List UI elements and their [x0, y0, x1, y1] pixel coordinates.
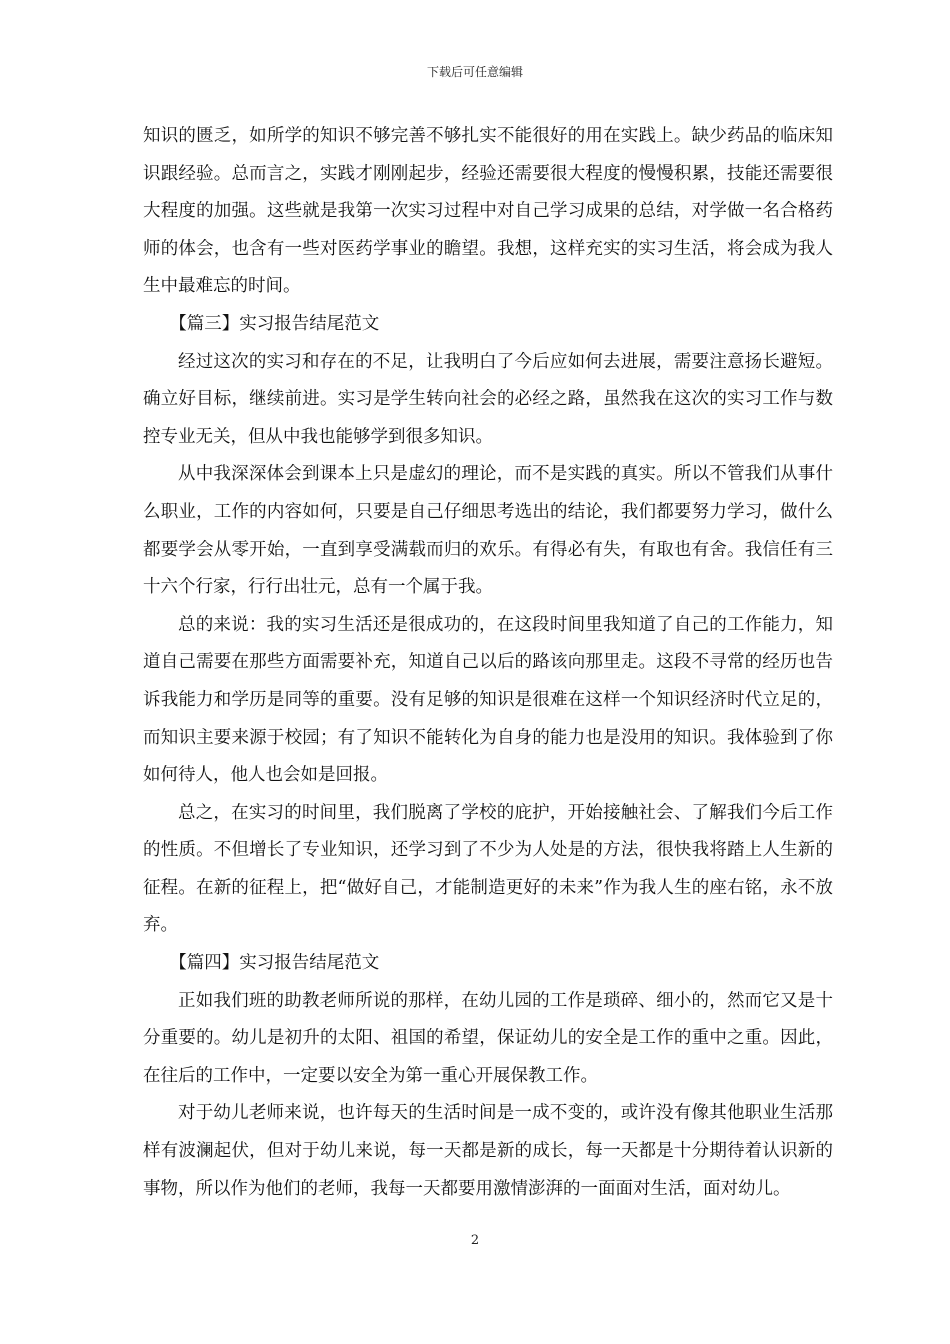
- document-body: [143, 118, 833, 1208]
- page-number: 2: [470, 1233, 480, 1248]
- paragraph: 从中我深深体会到课本上只是虚幻的理论，而不是实践的真实。所以不管我们从事什么职业，工作的内容如何，只要是自己仔细思考选出的结论，我们都要努力学习，做什么都要学会从零开始，一直到享受满载而归的欢乐。有得必有失，有取也有舍。我信任有三十六个行家，行行出壮元，总有一个属于我。: [143, 464, 833, 598]
- paragraph: 总之，在实习的时间里，我们脱离了学校的庇护，开始接触社会、了解我们今后工作的性质。不但增长了专业知识，还学习到了不少为人处是的方法，很快我将踏上人生新的征程。在新的征程上，把“做好自己，才能制造更好的未来”作为我人生的座右铭，永不放弃。: [143, 802, 833, 936]
- page-header: 下载后可任意编辑: [426, 65, 523, 79]
- paragraph: 总的来说：我的实习生活还是很成功的，在这段时间里我知道了自己的工作能力，知道自己需要在那些方面需要补充，知道自己以后的路该向那里走。这段不寻常的经历也告诉我能力和学历是同等的重要。没有足够的知识是很难在这样一个知识经济时代立足的，而知识主要来源于校园；有了知识不能转化为自身的能力也是没用的知识。我体验到了你如何待人，他人也会如是回报。: [143, 614, 833, 786]
- paragraph-continued: 知识的匮乏，如所学的知识不够完善不够扎实不能很好的用在实践上。缺少药品的临床知识跟经验。总而言之，实践才刚刚起步，经验还需要很大程度的慢慢积累，技能还需要很大程度的加强。这些就是我第一次实习过程中对自己学习成果的总结，对学做一名合格药师的体会，也含有一些对医药学事业的瞻望。我想，这样充实的实习生活，将会成为我人生中最难忘的时间。: [143, 126, 833, 297]
- section-heading-part-four: 【篇四】实习报告结尾范文: [169, 953, 380, 974]
- section-heading-part-three: 【篇三】实习报告结尾范文: [169, 313, 380, 334]
- paragraph: 正如我们班的助教老师所说的那样，在幼儿园的工作是琐碎、细小的，然而它又是十分重要的。幼儿是初升的太阳、祖国的希望，保证幼儿的安全是工作的重中之重。因此，在往后的工作中，一定要以安全为第一重心开展保教工作。: [143, 990, 833, 1086]
- paragraph: 对于幼儿老师来说，也许每天的生活时间是一成不变的，或许没有像其他职业生活那样有波澜起伏，但对于幼儿来说，每一天都是新的成长，每一天都是十分期待着认识新的事物，所以作为他们的老师，我每一天都要用激情澎湃的一面面对生活，面对幼儿。: [143, 1103, 833, 1199]
- paragraph: 经过这次的实习和存在的不足，让我明白了今后应如何去进展，需要注意扬长避短。确立好目标，继续前进。实习是学生转向社会的必经之路，虽然我在这次的实习工作与数控专业无关，但从中我也能够学到很多知识。: [143, 351, 833, 447]
